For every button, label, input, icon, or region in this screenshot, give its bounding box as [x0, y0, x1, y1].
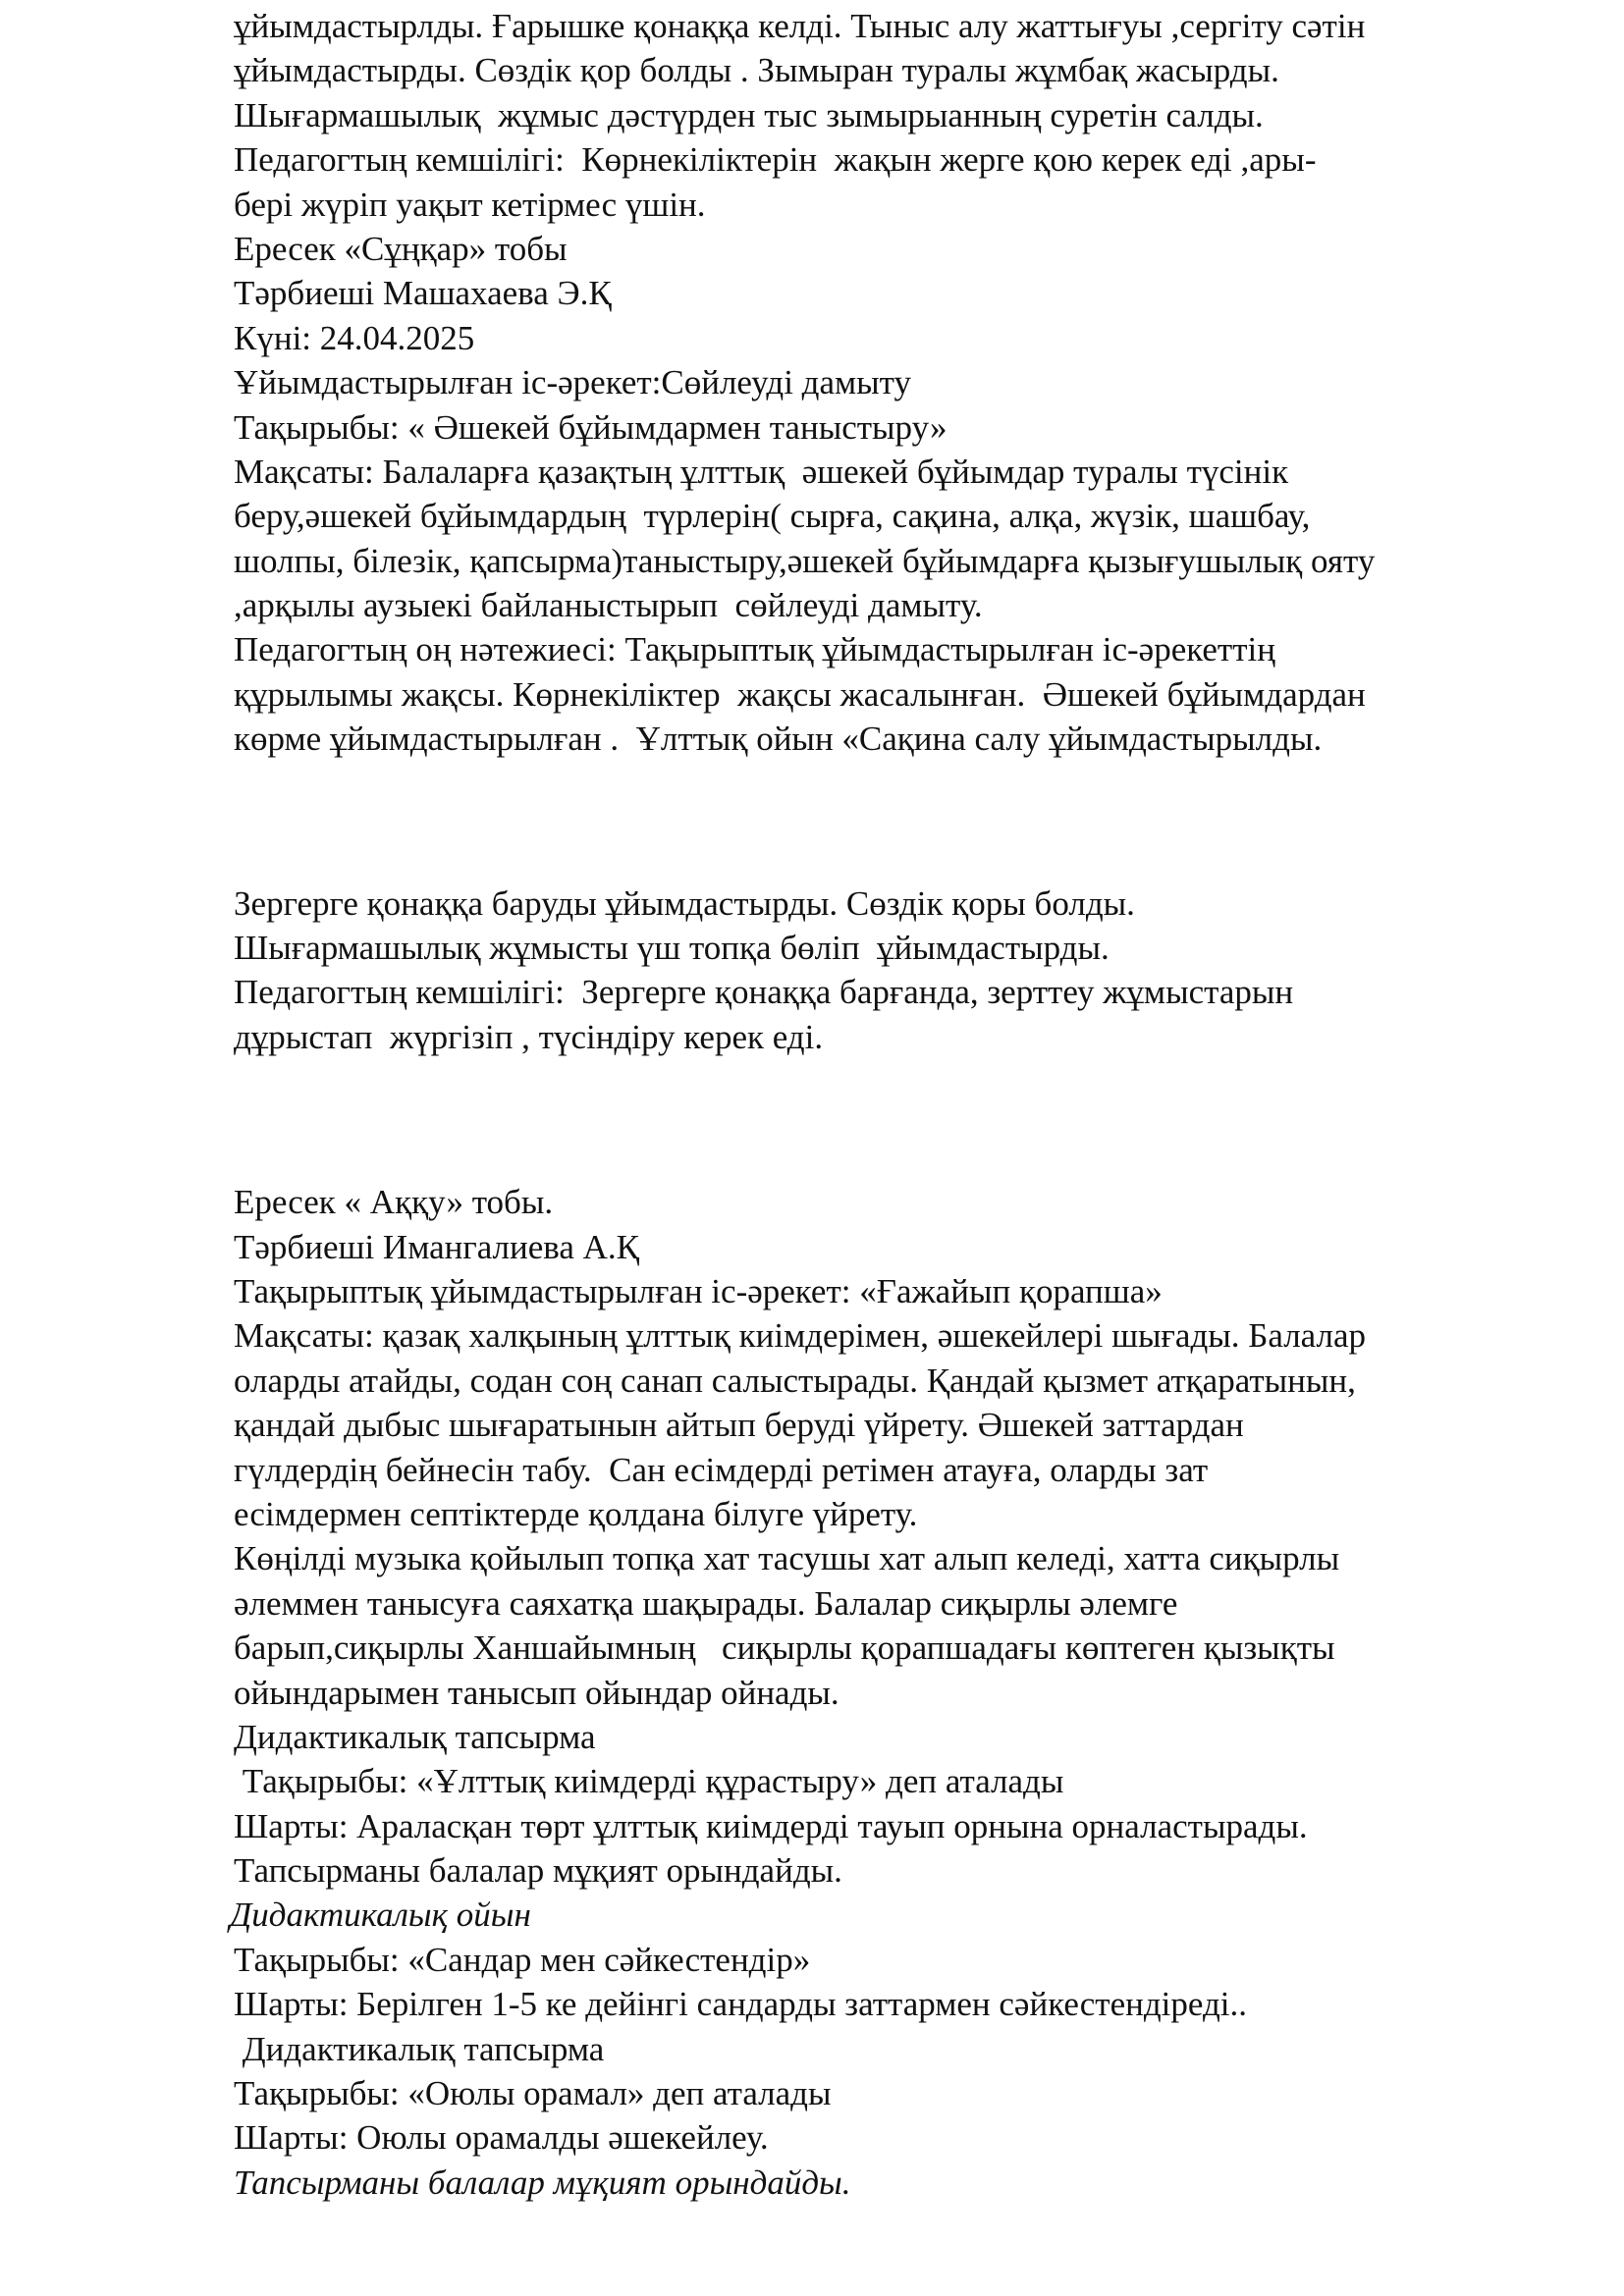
text-line: Мақсаты: Балаларға қазақтың ұлттық әшекей бұйымдар туралы түсінік	[234, 452, 1289, 491]
paragraph-block-4	[230, 1180, 1569, 2205]
text-line: Зергерге қонаққа баруды ұйымдастырды. Сөздік қоры болды.	[234, 883, 1135, 923]
text-line: ұйымдастырлды. Ғарышке қонаққа келді. Тыныс алу жаттығуы ,сергіту сәтін	[234, 7, 1366, 45]
text-line: барып,сиқырлы Ханшайымның сиқырлы қорапшадағы көптеген қызықты	[234, 1629, 1335, 1668]
topic-line: Тақырыбы: « Әшекей бұйымдармен таныстыру»	[234, 407, 947, 447]
task-heading: Дидактикалық тапсырма	[234, 2029, 605, 2068]
text-line: Педагогтың кемшілігі: Зергерге қонаққа барғанда, зерттеу жұмыстарын	[234, 973, 1294, 1012]
text-line: құрылымы жақсы. Көрнекіліктер жақсы жасалынған. Әшекей бұйымдардан	[234, 674, 1366, 714]
paragraph-block-2	[234, 227, 1569, 762]
italic-footer: Тапсырманы балалар мұқият орындайды.	[234, 2163, 851, 2202]
group-title: Ересек «Сұңқар» тобы	[234, 229, 568, 268]
text-line: Тапсырманы балалар мұқият орындайды.	[234, 1851, 842, 1891]
text-line: шолпы, білезік, қапсырма)таныстыру,әшекей бұйымдарға қызығушылық ояту	[234, 541, 1376, 580]
activity-line: Тақырыптық ұйымдастырылған іс-әрекет: «Ғажайып қорапша»	[234, 1271, 1163, 1310]
date-line: Күні: 24.04.2025	[234, 318, 475, 357]
text-line: ойындарымен танысып ойындар ойнады.	[234, 1673, 839, 1712]
group-title: Ересек « Аққу» тобы.	[234, 1183, 554, 1222]
activity-line: Ұйымдастырылған іс-әрекет:Сөйлеуді дамыту	[234, 363, 912, 402]
text-line: көрме ұйымдастырылған . Ұлттық ойын «Сақина салу ұйымдастырылды.	[234, 720, 1323, 759]
text-line: Шығармашылық жұмыс дәстүрден тыс зымырыанның суретін салды.	[234, 95, 1264, 134]
text-line: есімдермен септіктерде қолдана білуге үйрету.	[234, 1494, 918, 1533]
text-line: Көңілді музыка қойылып топқа хат тасушы хат алып келеді, хатта сиқырлы	[234, 1539, 1340, 1578]
text-line: әлеммен танысуға саяхатқа шақырады. Балалар сиқырлы әлемге	[234, 1583, 1178, 1623]
blank-space	[234, 762, 1569, 881]
italic-heading: Дидактикалық ойын	[230, 1896, 531, 1935]
text-line: ,арқылы аузыекі байланыстырып сөйлеуді дамыту.	[234, 586, 983, 625]
text-line: Тақырыбы: «Оюлы орамал» деп аталады	[234, 2074, 832, 2113]
task-heading: Дидактикалық тапсырма	[234, 1717, 596, 1756]
paragraph-block-3	[234, 881, 1569, 1060]
text-line: гүлдердің бейнесін табу. Сан есімдерді ретімен атауға, оларды зат	[234, 1450, 1209, 1489]
text-line: Шығармашылық жұмысты үш топқа бөліп ұйымдастырды.	[234, 929, 1110, 968]
text-line: ұйымдастырды. Сөздік қор болды . Зымыран туралы жұмбақ жасырды.	[234, 51, 1279, 90]
document-page	[230, 4, 1569, 2205]
text-line: оларды атайды, содан соң санап салыстырады. Қандай қызмет атқаратынын,	[234, 1361, 1356, 1400]
text-line: дұрыстап жүргізіп , түсіндіру керек еді.	[234, 1017, 824, 1056]
text-line: Тақырыбы: «Сандар мен сәйкестендір»	[234, 1940, 811, 1979]
text-line: Педагогтың кемшілігі: Көрнекіліктерін жақын жерге қою керек еді ,ары-	[234, 140, 1317, 180]
text-line: Тақырыбы: «Ұлттық киімдерді құрастыру» деп аталады	[234, 1762, 1064, 1801]
teacher-name: Тәрбиеші Машахаева Э.Қ	[234, 274, 612, 313]
text-line: Педагогтың оң нәтежиесі: Тақырыптық ұйымдастырылған іс-әрекеттің	[234, 630, 1275, 669]
text-line: беру,әшекей бұйымдардың түрлерін( сырға, сақина, алқа, жүзік, шашбау,	[234, 497, 1311, 536]
text-line: Шарты: Араласқан төрт ұлттық киімдерді тауып орнына орналастырады.	[234, 1806, 1308, 1845]
text-line: қандай дыбыс шығаратынын айтып беруді үйрету. Әшекей заттардан	[234, 1406, 1244, 1445]
text-line: Шарты: Берілген 1-5 ке дейінгі сандарды заттармен сәйкестендіреді..	[234, 1985, 1247, 2024]
paragraph-block-1	[234, 4, 1569, 227]
text-line: Шарты: Оюлы орамалды әшекейлеу.	[234, 2118, 769, 2158]
text-line: бері жүріп уақыт кетірмес үшін.	[234, 185, 706, 224]
blank-space	[234, 1059, 1569, 1180]
text-line: Мақсаты: қазақ халқының ұлттық киімдерімен, әшекейлері шығады. Балалар	[234, 1316, 1367, 1356]
teacher-name: Тәрбиеші Имангалиева А.Қ	[234, 1227, 640, 1266]
